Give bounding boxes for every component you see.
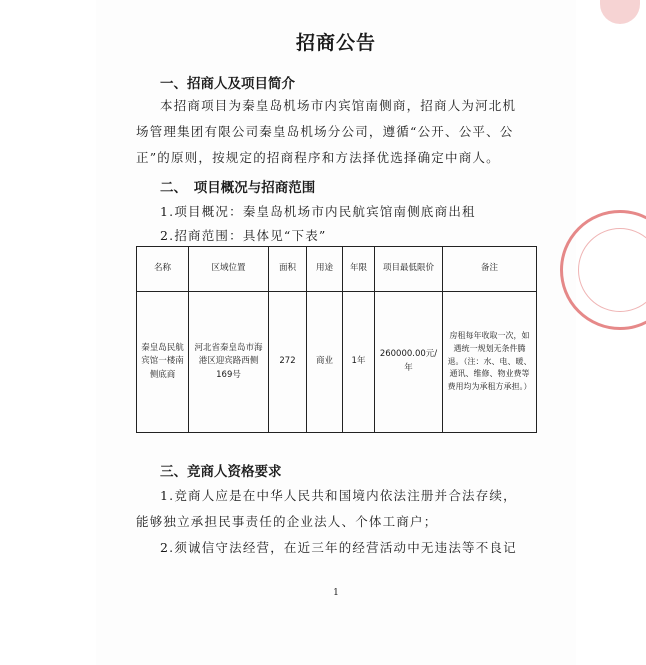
seal-edge-mark: [600, 0, 640, 24]
table-row: [137, 292, 537, 433]
header-area: 面积: [269, 247, 307, 292]
document-title: 招商公告: [295, 32, 376, 54]
header-use: 用途: [307, 247, 343, 292]
table-header-row: [137, 247, 537, 292]
section-1-line-1: 本招商项目为秦皇岛机场市内宾馆南侧商，招商人为河北机: [160, 98, 517, 113]
page-number: 1: [333, 588, 339, 598]
section-3-line-3: 2.须诚信守法经营，在近三年的经营活动中无违法等不良记: [160, 540, 517, 555]
cell-use: 商业: [307, 292, 343, 433]
cell-area: 272: [269, 292, 307, 433]
header-name: 名称: [137, 247, 189, 292]
section-2-item-2: 2.招商范围：具体见“下表”: [160, 228, 327, 243]
header-price: 项目最低限价: [375, 247, 443, 292]
section-1-heading: 一、招商人及项目简介: [160, 76, 295, 92]
section-3-line-1: 1.竞商人应是在中华人民共和国境内依法注册并合法存续，: [160, 488, 517, 503]
header-location: 区域位置: [189, 247, 269, 292]
header-term: 年限: [343, 247, 375, 292]
cell-price: 260000.00元/年: [375, 292, 443, 433]
section-2-item-1: 1.项目概况：秦皇岛机场市内民航宾馆南侧底商出租: [160, 204, 476, 219]
section-3-line-2: 能够独立承担民事责任的企业法人、个体工商户；: [136, 514, 438, 529]
section-1-line-3: 正”的原则，按规定的招商程序和方法择优选择确定中商人。: [136, 150, 500, 165]
cell-term: 1年: [343, 292, 375, 433]
cell-remark: 房租每年收取一次，如遇统一规划无条件腾退。（注：水、电、暖、通讯、维修、物业费等费用均为承租方承担。）: [443, 292, 537, 433]
cell-location: 河北省秦皇岛市海港区迎宾路西侧169号: [189, 292, 269, 433]
section-3-heading: 三、竞商人资格要求: [160, 464, 282, 480]
cell-name: 秦皇岛民航宾馆一楼南侧底商: [137, 292, 189, 433]
section-1-line-2: 场管理集团有限公司秦皇岛机场分公司，遵循“公开、公平、公: [136, 124, 514, 139]
header-remark: 备注: [443, 247, 537, 292]
section-2-heading: 二、 项目概况与招商范围: [160, 180, 316, 196]
leasing-table: [136, 246, 537, 433]
